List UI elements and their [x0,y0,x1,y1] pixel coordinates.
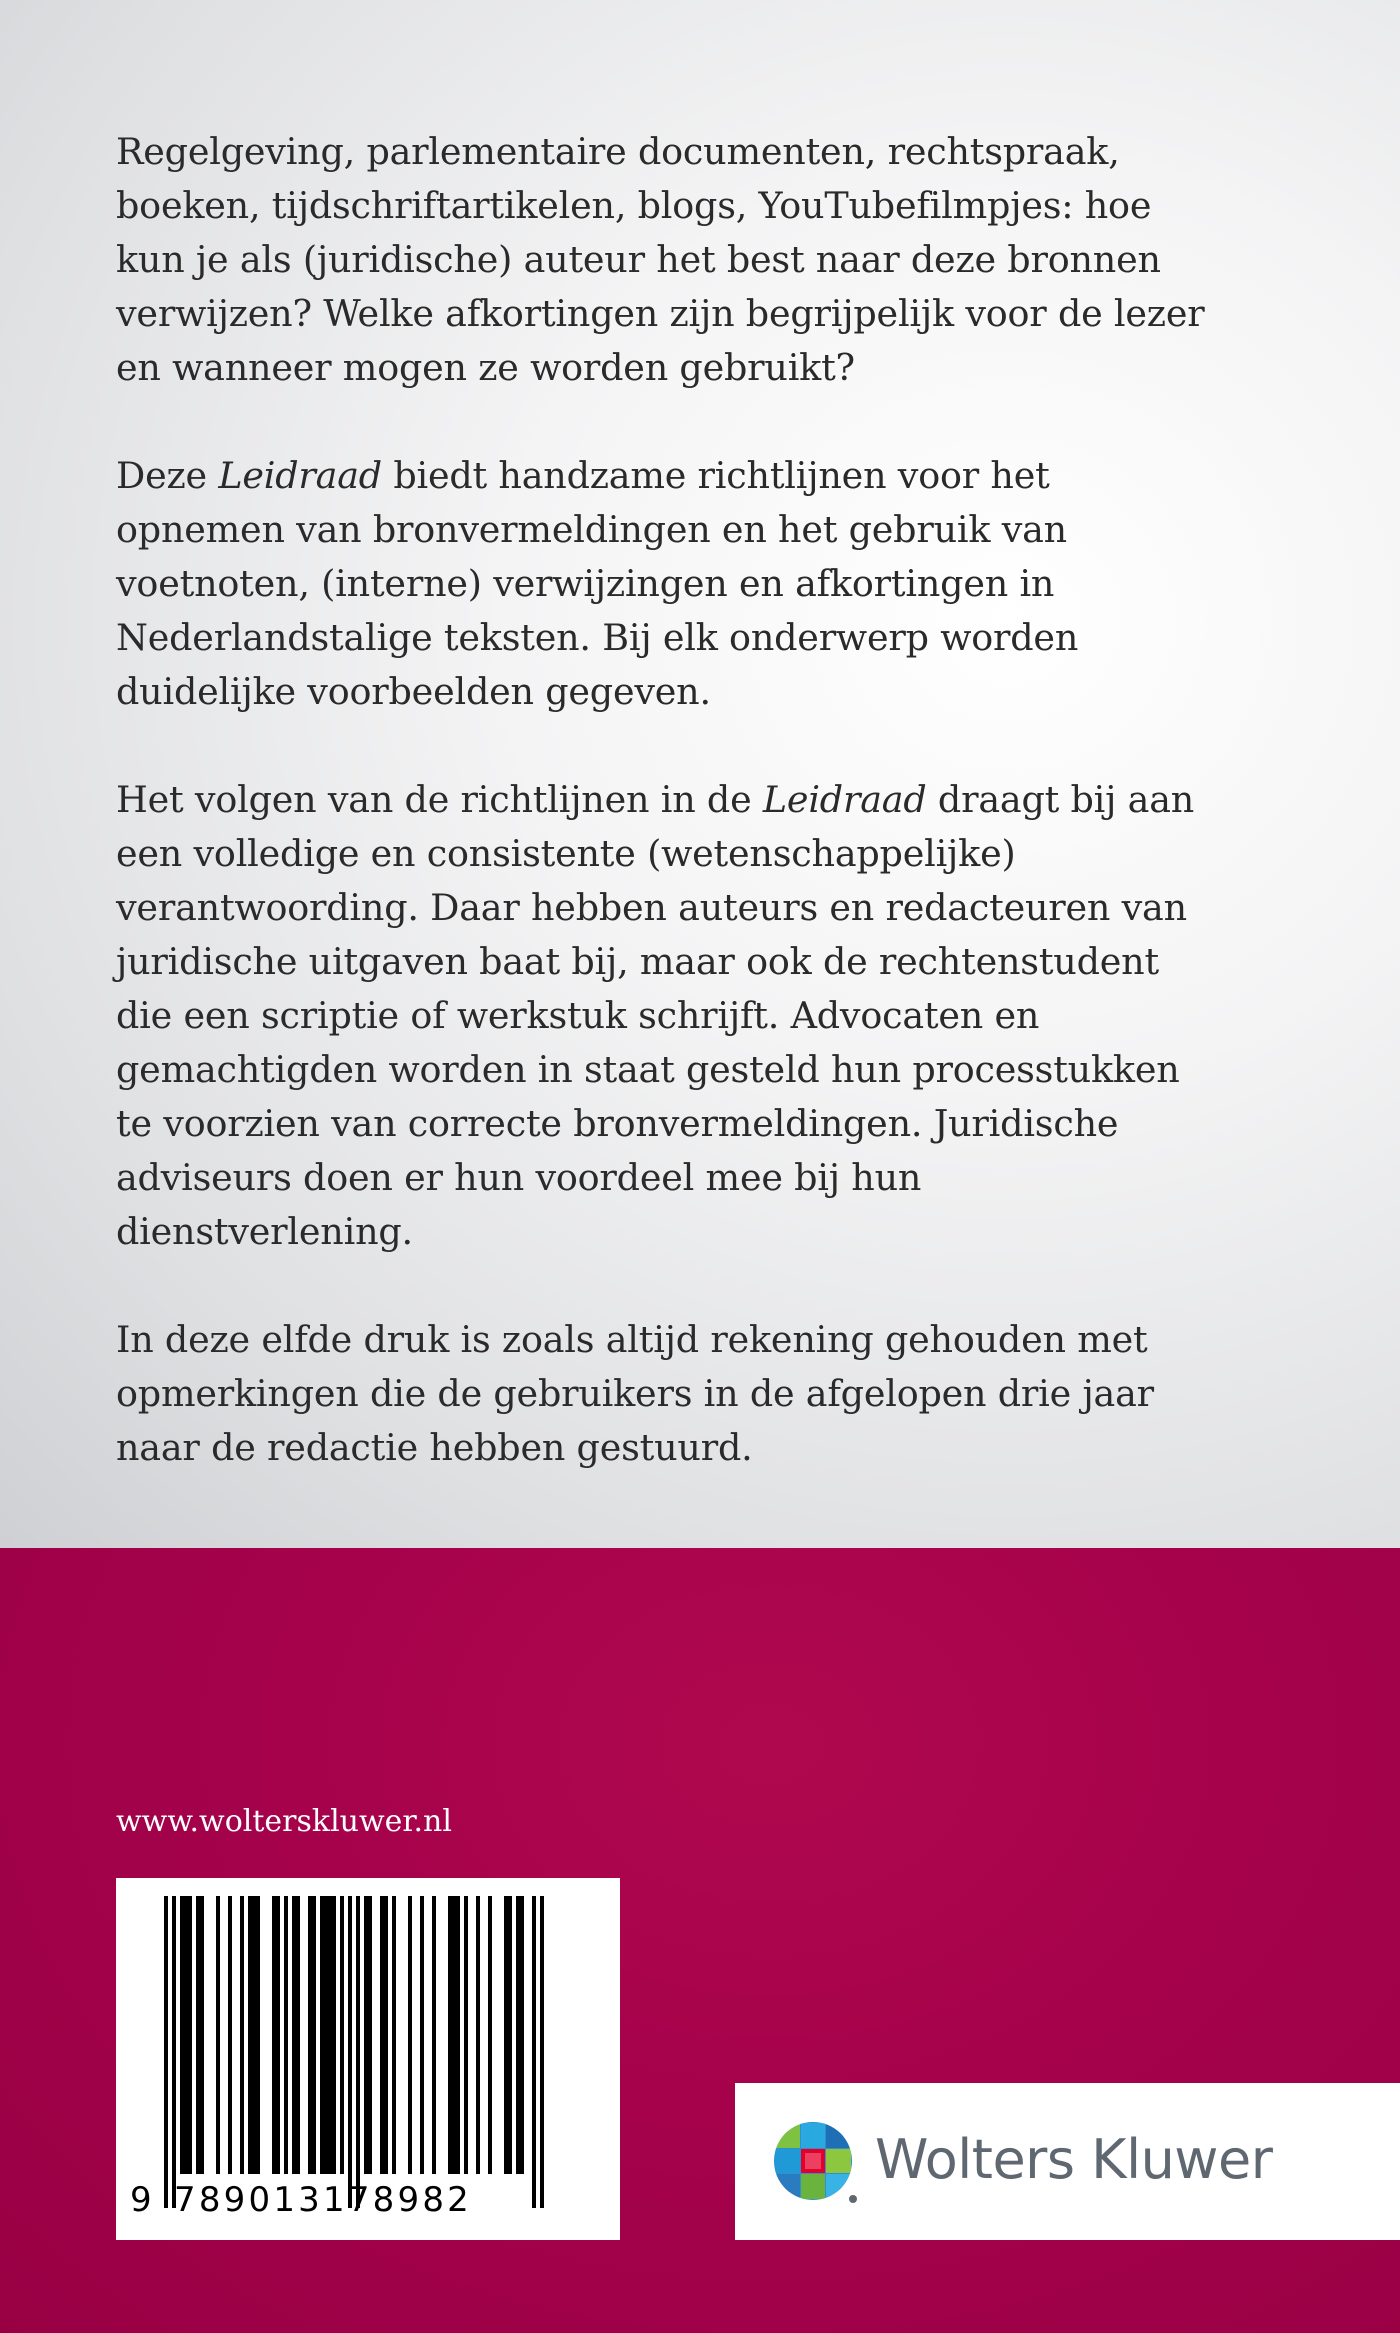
barcode-bar [340,1896,344,2174]
leidraad-title-italic: Leidraad [762,778,927,821]
barcode-bar [320,1896,324,2174]
barcode-bar [172,1896,176,2208]
barcode-bar [272,1896,276,2174]
back-cover-text [116,125,1226,1529]
barcode-bar [420,1896,424,2174]
paragraph-2-rest: biedt handzame richtlijnen voor het opnemen van bronvermeldingen en het gebruik van voetnoten, (interne) verwijzingen en afkortingen in Nederlandstalige teksten. Bij elk onderwerp worden duidelijke voorbeelden gegeven. [116,454,1079,713]
barcode-bar [516,1896,520,2174]
barcode-bar [332,1896,336,2174]
barcode-bar [180,1896,184,2174]
barcode-bar [380,1896,384,2174]
paragraph-1: Regelgeving, parlementaire documenten, rechtspraak, boeken, tijdschriftartikelen, blogs, YouTubefilmpjes: hoe kun je als (juridische) auteur het best naar deze bronnen verwijzen? Welke afkortingen zijn begrijpelijk voor de lezer en wanneer mogen ze worden gebruikt? [116,130,1205,389]
barcode-bar [456,1896,460,2174]
barcode-bar [296,1896,300,2174]
barcode-bar [464,1896,468,2174]
barcode-bar [284,1896,288,2174]
barcode-bar [252,1896,256,2174]
barcode-bar [504,1896,508,2174]
paragraph-2-start: Deze [116,454,219,497]
paragraph-4: In deze elfde druk is zoals altijd rekening gehouden met opmerkingen die de gebruikers in de afgelopen drie jaar naar de redactie hebben gestuurd. [116,1318,1154,1469]
paragraph-3 [116,773,1226,1259]
barcode-bar [240,1896,244,2174]
barcode-bar [196,1896,200,2174]
barcode-digits [116,2178,620,2228]
barcode-bar [324,1896,328,2174]
barcode-bar [164,1896,168,2208]
barcode-bar [292,1896,296,2174]
barcode-bar [308,1896,312,2174]
barcode-bar [216,1896,220,2174]
barcode-bar [256,1896,260,2174]
barcode-bar [488,1896,492,2174]
barcode-bar [408,1896,412,2174]
barcode-bar [508,1896,512,2174]
barcode-bar [432,1896,436,2174]
barcode-bar [448,1896,452,2174]
leidraad-title-italic: Leidraad [218,454,382,497]
barcode-bar [452,1896,456,2174]
publisher-logo-panel [735,2083,1400,2240]
barcode-bar [476,1896,480,2174]
barcode-bar [384,1896,388,2174]
wolters-kluwer-logo-icon [773,2121,859,2207]
barcode-bar [188,1896,192,2174]
barcode-bar [368,1896,372,2174]
barcode-bar [364,1896,368,2174]
barcode-bar [540,1896,544,2208]
barcode-bar [228,1896,232,2174]
barcode-bar [276,1896,280,2174]
barcode-bar [356,1896,360,2208]
barcode-bar [248,1896,252,2174]
barcode-number: 789013178982 [174,2180,472,2220]
paragraph-2 [116,449,1226,719]
barcode-bar [348,1896,352,2208]
paragraph-3-rest: draagt bij aan een volledige en consistente (wetenschappelijke) verantwoording. Daar hebben auteurs en redacteuren van juridische uitgaven baat bij, maar ook de rechtenstudent die een scriptie of werkstuk schrijft. Advocaten en gemachtigden worden in staat gesteld hun processtukken te voorzien van correcte bronvermeldingen. Juridische adviseurs doen er hun voordeel mee bij hun dienstverlening. [116,778,1195,1253]
barcode-bar [184,1896,188,2174]
isbn-barcode [116,1878,620,2240]
website-link[interactable]: www.wolterskluwer.nl [116,1804,452,1839]
barcode-bar [392,1896,396,2174]
barcode-bar [532,1896,536,2208]
publisher-name: Wolters Kluwer [875,2128,1273,2191]
barcode-bar [520,1896,524,2174]
barcode-bar [328,1896,332,2174]
paragraph-3-start: Het volgen van de richtlijnen in de [116,778,763,821]
barcode-first-digit: 9 [130,2180,152,2220]
barcode-bar [312,1896,316,2174]
barcode-bar [200,1896,204,2174]
